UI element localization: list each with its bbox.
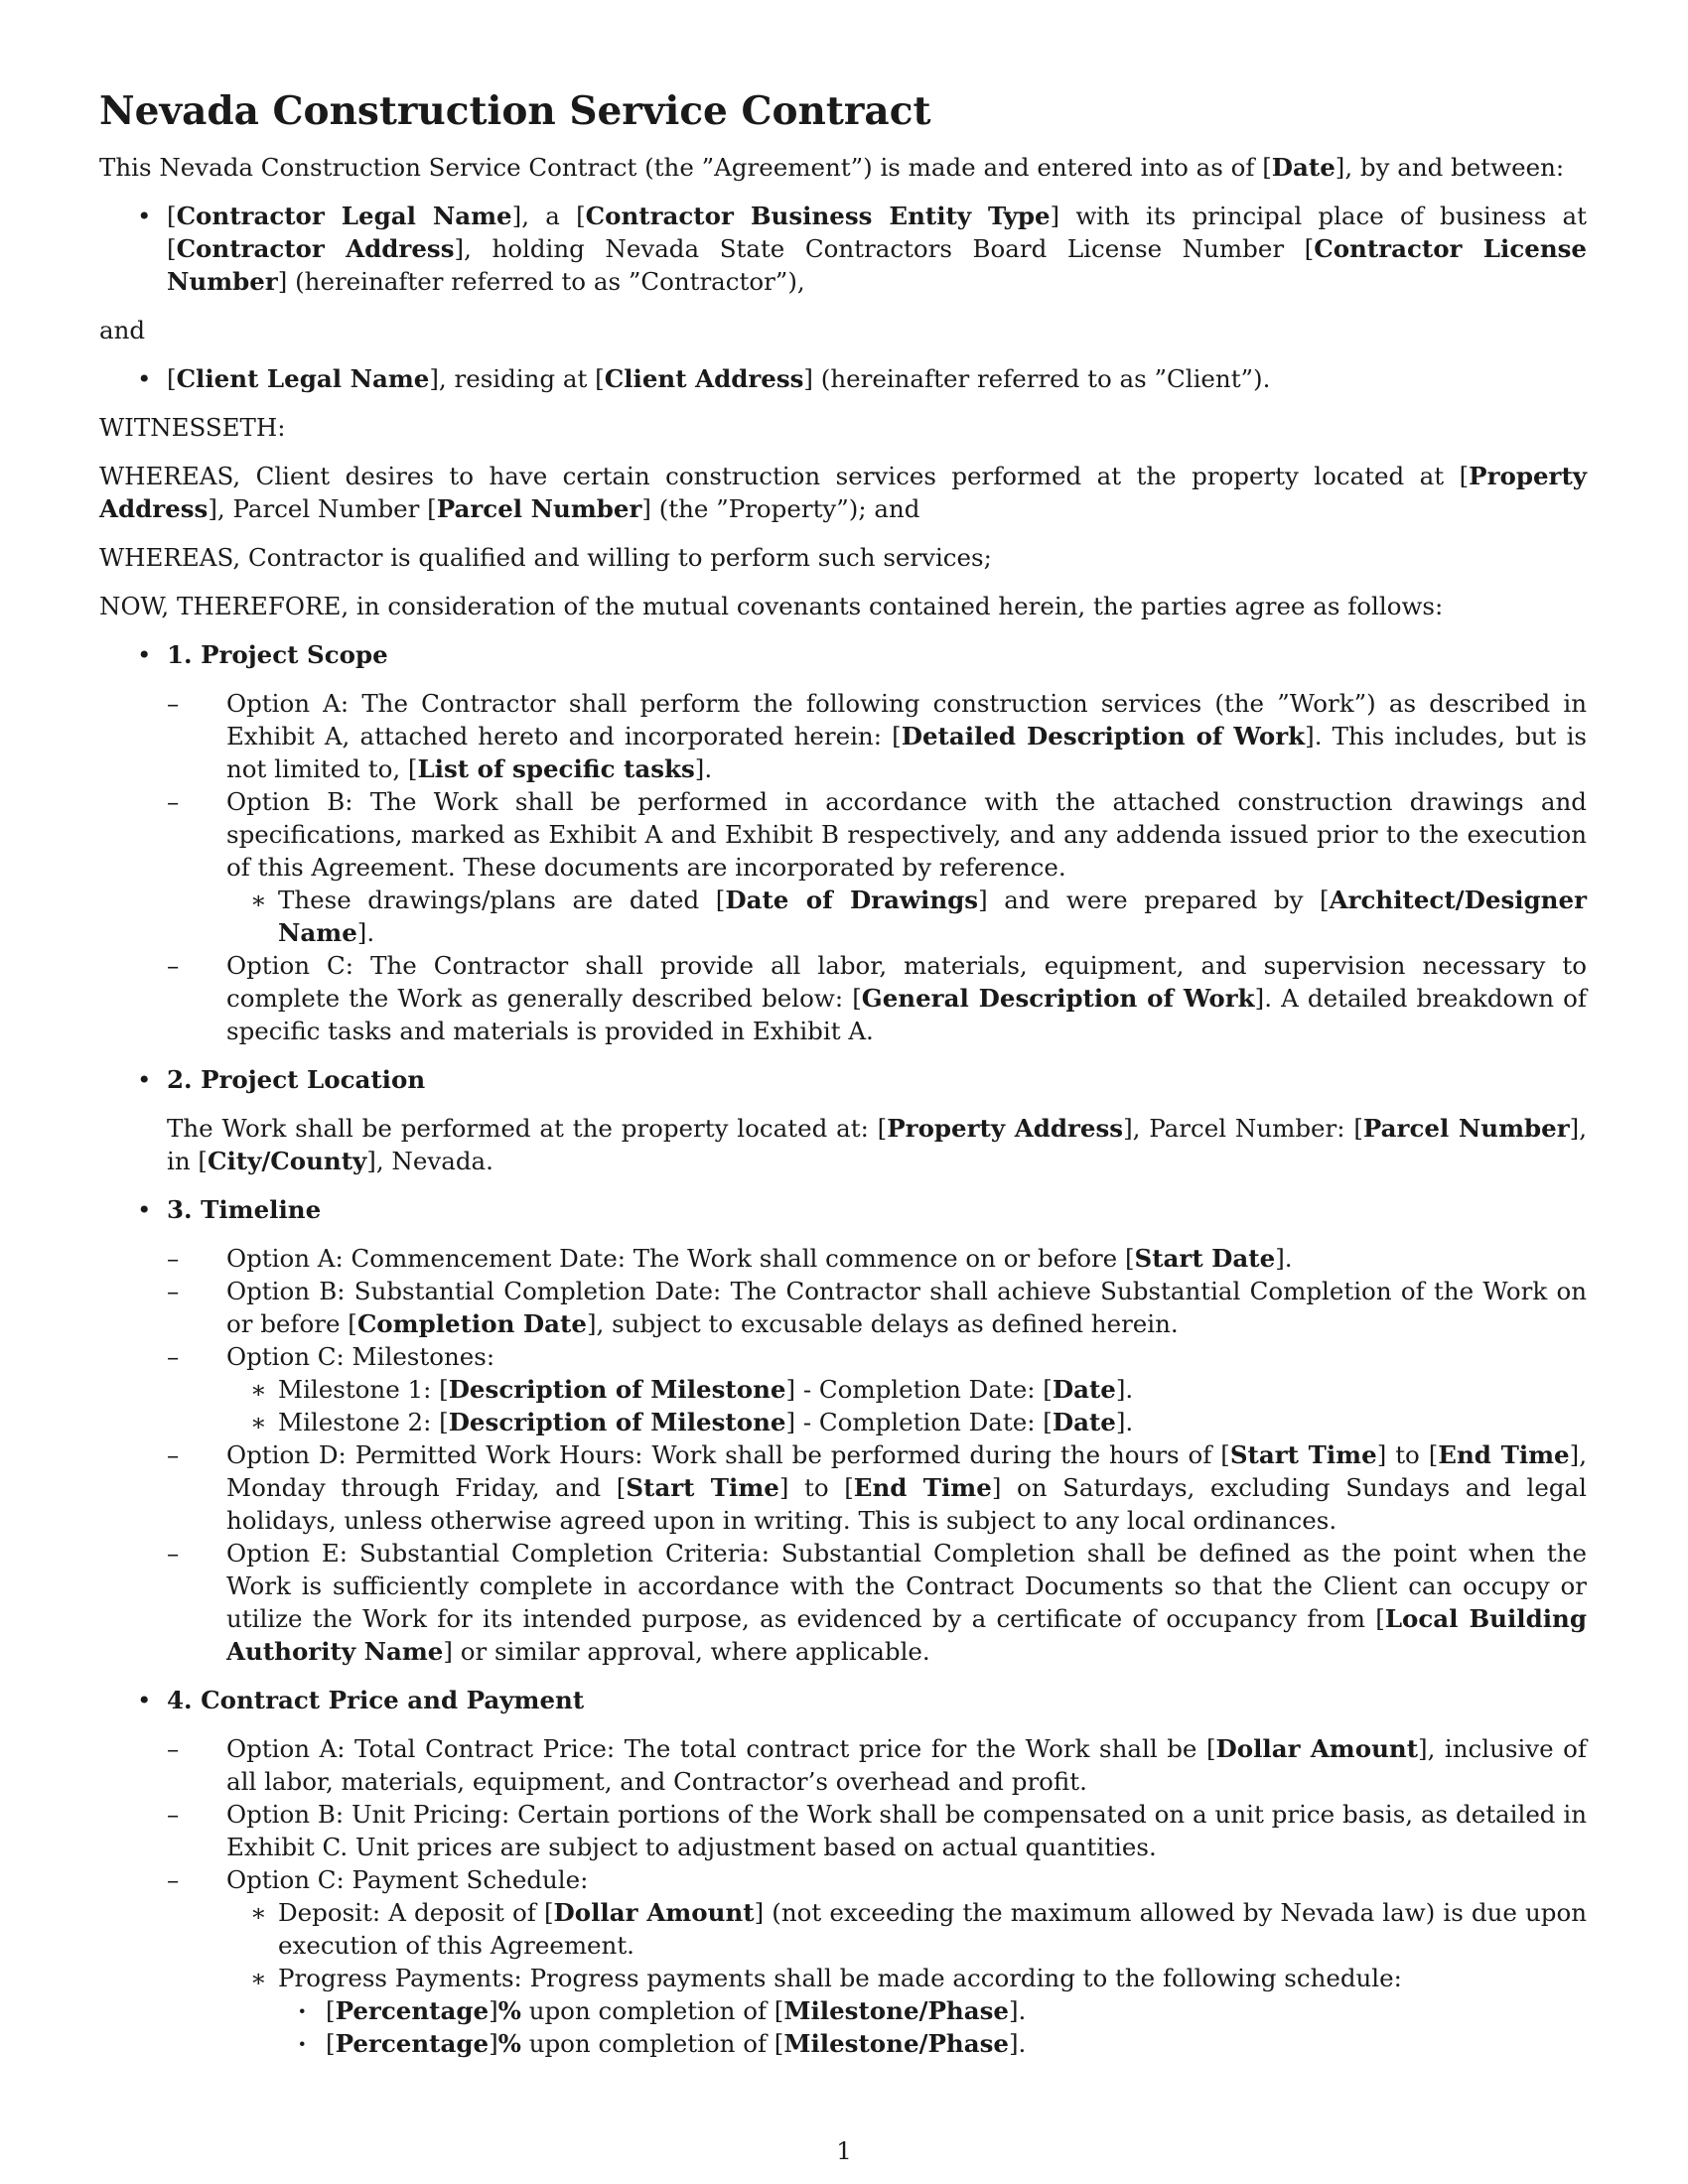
schedule-item: · [Percentage]% upon completion of [Milestone/Phase]. (278, 2027, 1587, 2060)
option-item: – Option C: The Contractor shall provide all labor, materials, equipment, and supervision necessary to complete the Work as generally described below: [General Description of Work]. A detailed breakdown of specific tasks and materials is provided in Exhibit A. (167, 949, 1587, 1047)
contractor-entity-type-placeholder: Contractor Business Entity Type (585, 202, 1051, 230)
option-item: – Option A: Total Contract Price: The total contract price for the Work shall be [Dollar Amount], inclusive of all labor, materials, equipment, and Contractor’s overhead and profit. (167, 1732, 1587, 1798)
property-address-placeholder: Property Address (99, 462, 1587, 523)
progress-schedule-list (278, 1994, 1587, 2060)
section-heading: • 3. Timeline (167, 1195, 322, 1224)
schedule-item: · [Percentage]% upon completion of [Milestone/Phase]. (278, 1994, 1587, 2027)
section-project-scope (99, 638, 1587, 1047)
option-list (167, 687, 1587, 1047)
sub-item: ∗ These drawings/plans are dated [Date of Drawings] and were prepared by [Architect/Designer Name]. (226, 884, 1587, 949)
option-item: – Option B: Substantial Completion Date: The Contractor shall achieve Substantial Completion of the Work on or before [Completion Date], subject to excusable delays as defined herein. (167, 1275, 1587, 1340)
client-party-item: • [Client Legal Name], residing at [Client Address] (hereinafter referred to as ”Client”). (99, 362, 1587, 395)
witnesseth-heading: WITNESSETH: (99, 413, 286, 442)
sections-list (99, 638, 1587, 2060)
payment-list (226, 1896, 1587, 2060)
section-heading: • 2. Project Location (167, 1065, 426, 1094)
option-list (167, 1242, 1587, 1668)
client-party-list (99, 362, 1587, 395)
option-item: – Option C: Payment Schedule: ∗ Deposit: A deposit of [Dollar Amount] (not exceeding the maximum allowed by Nevada law) is due upon execution of this Agreement. ∗ Progress Payments: Progress payments shall be made according to the following schedule: · [Percentage]% upon completion of [Milestone/Phase]. · [Percentage]% upon completion of [Milestone/Phase]. (167, 1863, 1587, 2060)
option-item: – Option A: Commencement Date: The Work shall commence on or before [Start Date]. (167, 1242, 1587, 1275)
milestone-list (226, 1373, 1587, 1438)
client-legal-name-placeholder: Client Legal Name (176, 364, 430, 393)
option-item: – Option C: Milestones: ∗ Milestone 1: [Description of Milestone] - Completion Date: [Date]. ∗ Milestone 2: [Description of Milestone] - Completion Date: [Date]. (167, 1340, 1587, 1438)
document-title: Nevada Construction Service Contract (99, 88, 931, 134)
client-address-placeholder: Client Address (604, 364, 804, 393)
sub-list (226, 884, 1587, 949)
progress-payments-item: ∗ Progress Payments: Progress payments shall be made according to the following schedule: · [Percentage]% upon completion of [Milestone/Phase]. · [Percentage]% upon completion of [Milestone/Phase]. (226, 1962, 1587, 2060)
contractor-license-placeholder: Contractor License Number (167, 234, 1588, 296)
now-therefore-paragraph: NOW, THEREFORE, in consideration of the mutual covenants contained herein, the parties agree as follows: (99, 592, 1444, 620)
option-item: – Option E: Substantial Completion Criteria: Substantial Completion shall be defined as the point when the Work is sufficiently complete in accordance with the Contract Documents so that the Client can occupy or utilize the Work for its intended purpose, as evidenced by a certificate of occupancy from [Local Building Authority Name] or similar approval, where applicable. (167, 1537, 1587, 1668)
page-number: 1 (836, 2136, 852, 2165)
option-item: – Option A: The Contractor shall perform the following construction services (the ”Work”) as described in Exhibit A, attached hereto and incorporated herein: [Detailed Description of Work]. This includes, but is not limited to, [List of specific tasks]. (167, 687, 1587, 785)
option-list (167, 1732, 1587, 2060)
milestone-item: ∗ Milestone 2: [Description of Milestone] - Completion Date: [Date]. (226, 1406, 1587, 1438)
whereas-property-paragraph: WHEREAS, Client desires to have certain construction services performed at the property located at [Property Address], Parcel Number [Parcel Number] (the ”Property”); and (99, 462, 1587, 523)
and-text: and (99, 316, 146, 344)
deposit-item: ∗ Deposit: A deposit of [Dollar Amount] (not exceeding the maximum allowed by Nevada law) is due upon execution of this Agreement. (226, 1896, 1587, 1962)
milestone-item: ∗ Milestone 1: [Description of Milestone] - Completion Date: [Date]. (226, 1373, 1587, 1406)
date-placeholder: Date (1271, 153, 1336, 182)
option-item: – Option B: Unit Pricing: Certain portions of the Work shall be compensated on a unit price basis, as detailed in Exhibit C. Unit prices are subject to adjustment based on actual quantities. (167, 1798, 1587, 1863)
section-project-location (99, 1063, 1587, 1177)
section-heading: • 4. Contract Price and Payment (167, 1686, 585, 1714)
parcel-number-placeholder: Parcel Number (436, 494, 642, 523)
section-contract-price (99, 1684, 1587, 2060)
whereas-qualified-paragraph: WHEREAS, Contractor is qualified and willing to perform such services; (99, 543, 992, 572)
intro-paragraph: This Nevada Construction Service Contract (the ”Agreement”) is made and entered into as of [Date], by and between: (99, 153, 1565, 182)
option-item: – Option D: Permitted Work Hours: Work shall be performed during the hours of [Start Time] to [End Time], Monday through Friday, and [Start Time] to [End Time] on Saturdays, excluding Sundays and legal holidays, unless otherwise agreed upon in writing. This is subject to any local ordinances. (167, 1438, 1587, 1537)
option-item: – Option B: The Work shall be performed in accordance with the attached construction drawings and specifications, marked as Exhibit A and Exhibit B respectively, and any addenda issued prior to the execution of this Agreement. These documents are incorporated by reference. ∗ These drawings/plans are dated [Date of Drawings] and were prepared by [Architect/Designer Name]. (167, 785, 1587, 949)
section-timeline (99, 1193, 1587, 1668)
contractor-legal-name-placeholder: Contractor Legal Name (176, 202, 512, 230)
contractor-address-placeholder: Contractor Address (176, 234, 455, 263)
section-heading: • 1. Project Scope (167, 640, 388, 669)
contractor-party-list (99, 200, 1587, 298)
contractor-party-item: • [Contractor Legal Name], a [Contractor Business Entity Type] with its principal place of business at [Contractor Address], holding Nevada State Contractors Board License Number [Contractor License Number] (hereinafter referred to as ”Contractor”), (99, 200, 1587, 298)
location-paragraph: The Work shall be performed at the property located at: [Property Address], Parcel Number: [Parcel Number], in [City/County], Nevada. (167, 1114, 1588, 1175)
